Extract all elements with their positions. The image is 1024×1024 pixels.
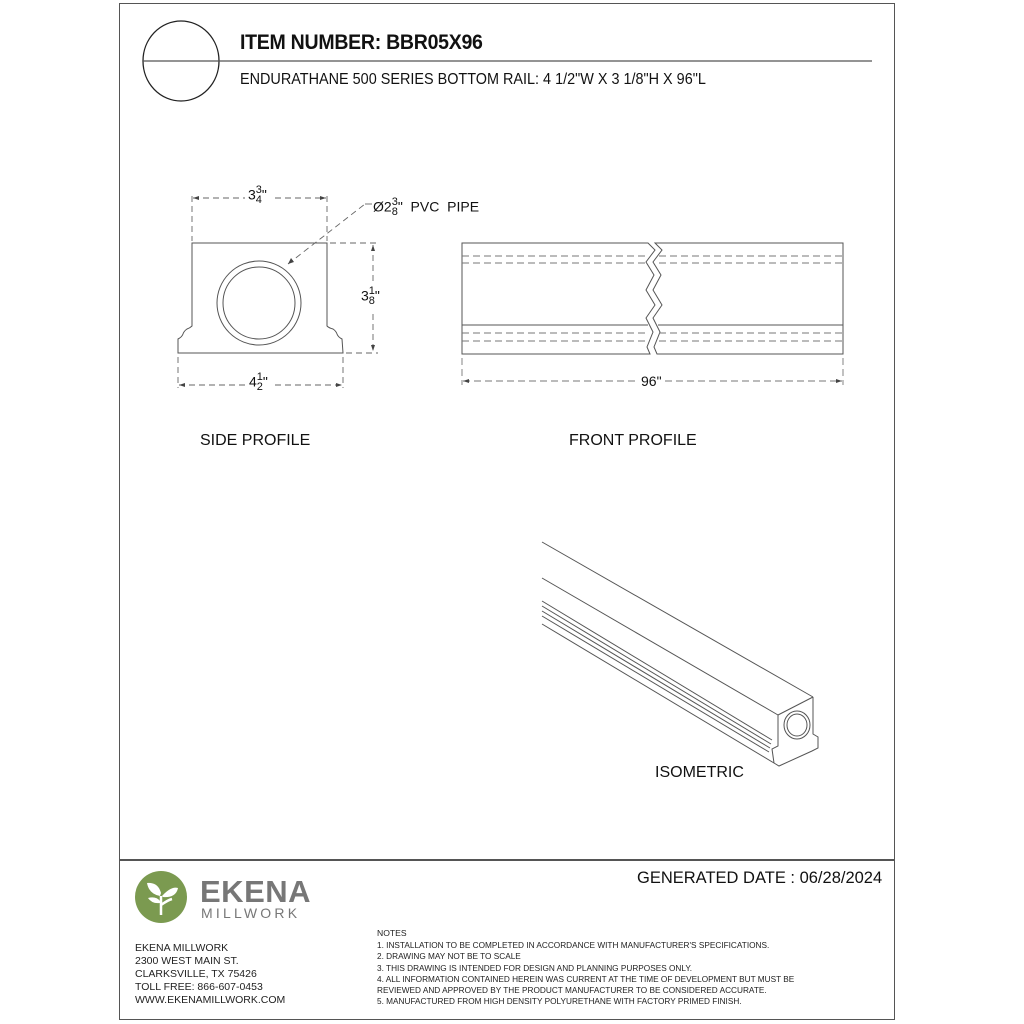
fraction-denominator: 8 [368,294,375,307]
note-line: 1. INSTALLATION TO BE COMPLETED IN ACCORDANCE WITH MANUFACTURER'S SPECIFICATIONS. [377,940,770,950]
note-line: 4. ALL INFORMATION CONTAINED HEREIN WAS CURRENT AT THE TIME OF DEVELOPMENT BUT MUST BE [377,974,795,984]
notes-title: NOTES [377,928,407,938]
isometric-label: ISOMETRIC [655,764,744,781]
side-profile-arrowheads [179,193,375,387]
fraction-denominator: 8 [391,205,398,218]
note-line: 2. DRAWING MAY NOT BE TO SCALE [377,951,521,961]
front-profile-label: FRONT PROFILE [569,432,697,449]
side-profile-dimensions [178,193,378,388]
dimension-unit: " [374,287,380,304]
item-number-title: ITEM NUMBER: BBR05X96 [240,31,483,54]
address-line: 2300 WEST MAIN ST. [135,955,239,967]
fraction-numerator: 3 [391,196,398,208]
fraction-numerator: 1 [256,371,263,383]
fraction-numerator: 3 [255,184,262,196]
logo-subtitle: MILLWORK [201,905,301,921]
pipe-label: " PVC PIPE [397,198,480,215]
website-link[interactable]: WWW.EKENAMILLWORK.COM [135,994,286,1006]
address-line: TOLL FREE: 866-607-0453 [135,981,263,993]
dimension-height [361,287,380,307]
pipe-diameter-prefix: Ø2 [373,198,392,215]
isometric-drawing [542,542,818,766]
fraction-numerator: 1 [368,285,375,297]
fraction-denominator: 2 [256,380,263,393]
note-line: 5. MANUFACTURED FROM HIGH DENSITY POLYURETHANE WITH FACTORY PRIMED FINISH. [377,996,742,1006]
side-profile-drawing [178,243,343,353]
side-profile-label: SIDE PROFILE [200,432,311,449]
dimension-bottom-width [249,373,268,393]
dimension-whole: 4 [249,373,257,390]
footer-divider [119,859,895,861]
fraction-denominator: 4 [255,193,262,206]
dimension-length: 96" [638,373,665,389]
generated-date: GENERATED DATE : 06/28/2024 [637,869,883,887]
product-description: ENDURATHANE 500 SERIES BOTTOM RAIL: 4 1/2"W X 3 1/8"H X 96"L [240,71,706,88]
dimension-unit: " [262,373,268,390]
dimension-whole: 3 [361,287,369,304]
front-profile-hidden-lines [462,256,843,385]
note-line: REVIEWED AND APPROVED BY THE PRODUCT MANUFACTURER TO BE CONSIDERED ACCURATE. [377,985,767,995]
dimension-whole: 3 [248,186,256,203]
pipe-callout [373,198,479,218]
address-line: EKENA MILLWORK [135,942,229,954]
logo-wordmark: EKENA [200,874,312,909]
dimension-top-width [248,186,267,206]
front-profile-drawing [462,243,843,354]
note-line: 3. THIS DRAWING IS INTENDED FOR DESIGN AND PLANNING PURPOSES ONLY. [377,963,693,973]
address-line: CLARKSVILLE, TX 75426 [135,968,257,980]
dimension-unit: " [261,186,267,203]
